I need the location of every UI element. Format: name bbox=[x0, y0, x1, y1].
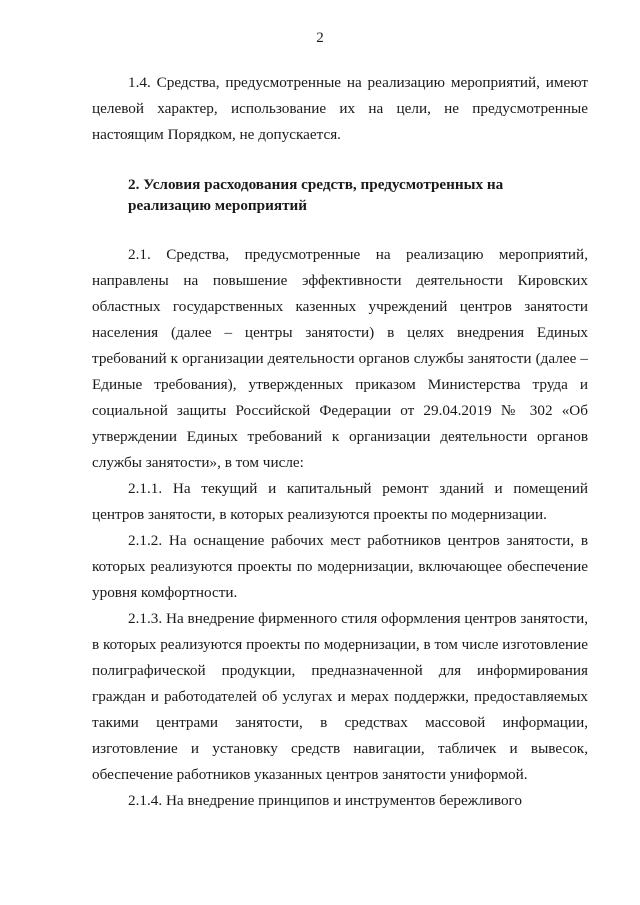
paragraph-2-1-1: 2.1.1. На текущий и капитальный ремонт зданий и помещений центров занятости, в которых реализуются проекты по модернизации. bbox=[92, 480, 588, 523]
paragraph-2-1-2: 2.1.2. На оснащение рабочих мест работников центров занятости, в которых реализуются проекты по модернизации, включающее обеспечение уровня комфортности. bbox=[92, 532, 588, 601]
paragraph-1-4: 1.4. Средства, предусмотренные на реализацию мероприятий, имеют целевой характер, использование их на цели, не предусмотренные настоящим Порядком, не допускается. bbox=[92, 74, 588, 143]
page-number: 2 bbox=[316, 30, 324, 46]
paragraph-2-1-4: 2.1.4. На внедрение принципов и инструментов бережливого bbox=[128, 792, 523, 809]
paragraph-2-1-3: 2.1.3. На внедрение фирменного стиля оформления центров занятости, в которых реализуются проекты по модернизации, в том числе изготовление полиграфической продукции, предназначенной для информирования граждан и работодателей об услугах и мерах поддержки, предоставляемых такими центрами занятости, в средствах массовой информации, изготовление и установку средств навигации, табличек и вывесок, обеспечение работников указанных центров занятости униформой. bbox=[92, 610, 588, 783]
section-2-heading: 2. Условия расходования средств, предусмотренных на реализацию мероприятий bbox=[128, 176, 504, 214]
document-body bbox=[92, 70, 588, 814]
paragraph-2-1: 2.1. Средства, предусмотренные на реализацию мероприятий, направлены на повышение эффективности деятельности Кировских областных государственных казенных учреждений центров занятости населения (далее – центры занятости) в целях внедрения Единых требований к организации деятельности органов службы занятости (далее – Единые требования), утвержденных приказом Министерства труда и социальной защиты Российской Федерации от 29.04.2019 № 302 «Об утверждении Единых требований к организации деятельности органов службы занятости», в том числе: bbox=[92, 246, 588, 471]
